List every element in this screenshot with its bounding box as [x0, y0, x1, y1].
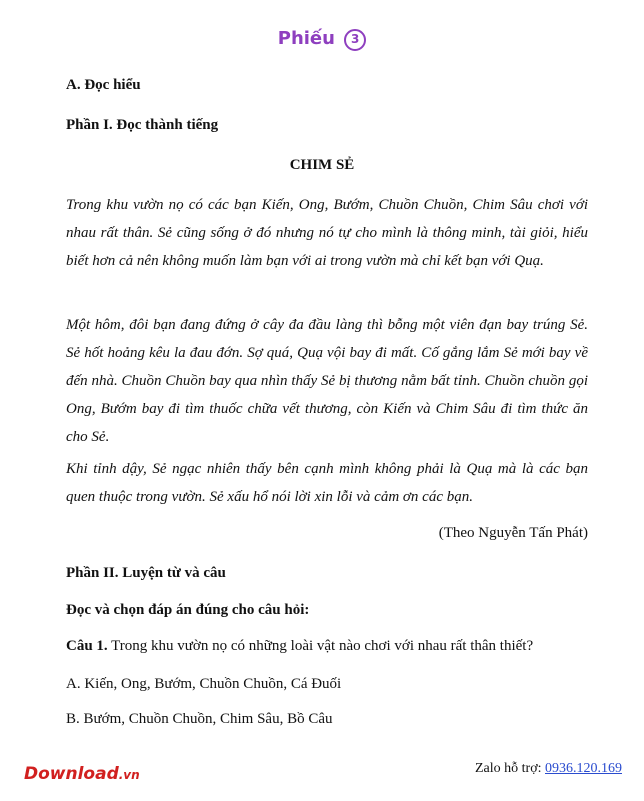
story-source: (Theo Nguyễn Tấn Phát): [438, 525, 588, 541]
part-2-heading: Phần II. Luyện từ và câu: [66, 565, 226, 581]
question-1: [66, 638, 533, 655]
worksheet-title-text: Phiếu: [277, 28, 335, 49]
instruction-heading: Đọc và chọn đáp án đúng cho câu hỏi:: [66, 602, 310, 618]
worksheet-title: [0, 28, 644, 51]
story-title: CHIM SẺ: [289, 157, 355, 173]
worksheet-number-badge: 3: [344, 29, 366, 51]
question-1-option-a[interactable]: A. Kiến, Ong, Bướm, Chuồn Chuồn, Cá Đuối: [66, 676, 342, 692]
part-1-heading: Phần I. Đọc thành tiếng: [66, 117, 219, 133]
support-phone-link[interactable]: 0936.120.169: [545, 761, 622, 776]
story-paragraph-2: Một hôm, đôi bạn đang đứng ở cây đa đầu làng thì bỗng một viên đạn bay trúng Sẻ. Sẻ hốt hoảng kêu la đau đớn. Sợ quá, Quạ vội bay đi mất. Cố gắng lắm Sẻ mới bay về đến nhà. Chuồn Chuồn bay qua nhìn thấy Sẻ bị thương nằm bất tỉnh. Chuồn chuồn gọi Ong, Bướm bay đi tìm thuốc chữa vết thương, còn Kiến và Chim Sâu đi tìm thức ăn cho Sẻ.: [66, 317, 588, 445]
question-1-label: Câu 1.: [66, 638, 108, 654]
support-label: Zalo hỗ trợ:: [475, 761, 542, 776]
support-contact: [475, 761, 622, 777]
question-1-text: Trong khu vườn nọ có những loài vật nào chơi với nhau rất thân thiết?: [111, 638, 534, 654]
question-1-option-b[interactable]: B. Bướm, Chuồn Chuồn, Chim Sâu, Bồ Câu: [66, 711, 333, 727]
story-paragraph-1: Trong khu vườn nọ có các bạn Kiến, Ong, Bướm, Chuồn Chuồn, Chim Sâu chơi với nhau rất thân. Sẻ cũng sống ở đó nhưng nó tự cho mình là thông minh, tài giỏi, hiểu biết hơn cả nên không muốn làm bạn với ai trong vườn mà chỉ kết bạn với Quạ.: [66, 197, 588, 269]
brand-logo-suffix: .vn: [118, 768, 140, 782]
section-a-heading: A. Đọc hiểu: [66, 77, 141, 93]
brand-logo-main: Download: [24, 764, 119, 784]
brand-logo[interactable]: [24, 764, 140, 784]
story-paragraph-3: Khi tỉnh dậy, Sẻ ngạc nhiên thấy bên cạnh mình không phải là Quạ mà là các bạn quen thuộc trong vườn. Sẻ xấu hổ nói lời xin lỗi và cảm ơn các bạn.: [66, 461, 588, 505]
